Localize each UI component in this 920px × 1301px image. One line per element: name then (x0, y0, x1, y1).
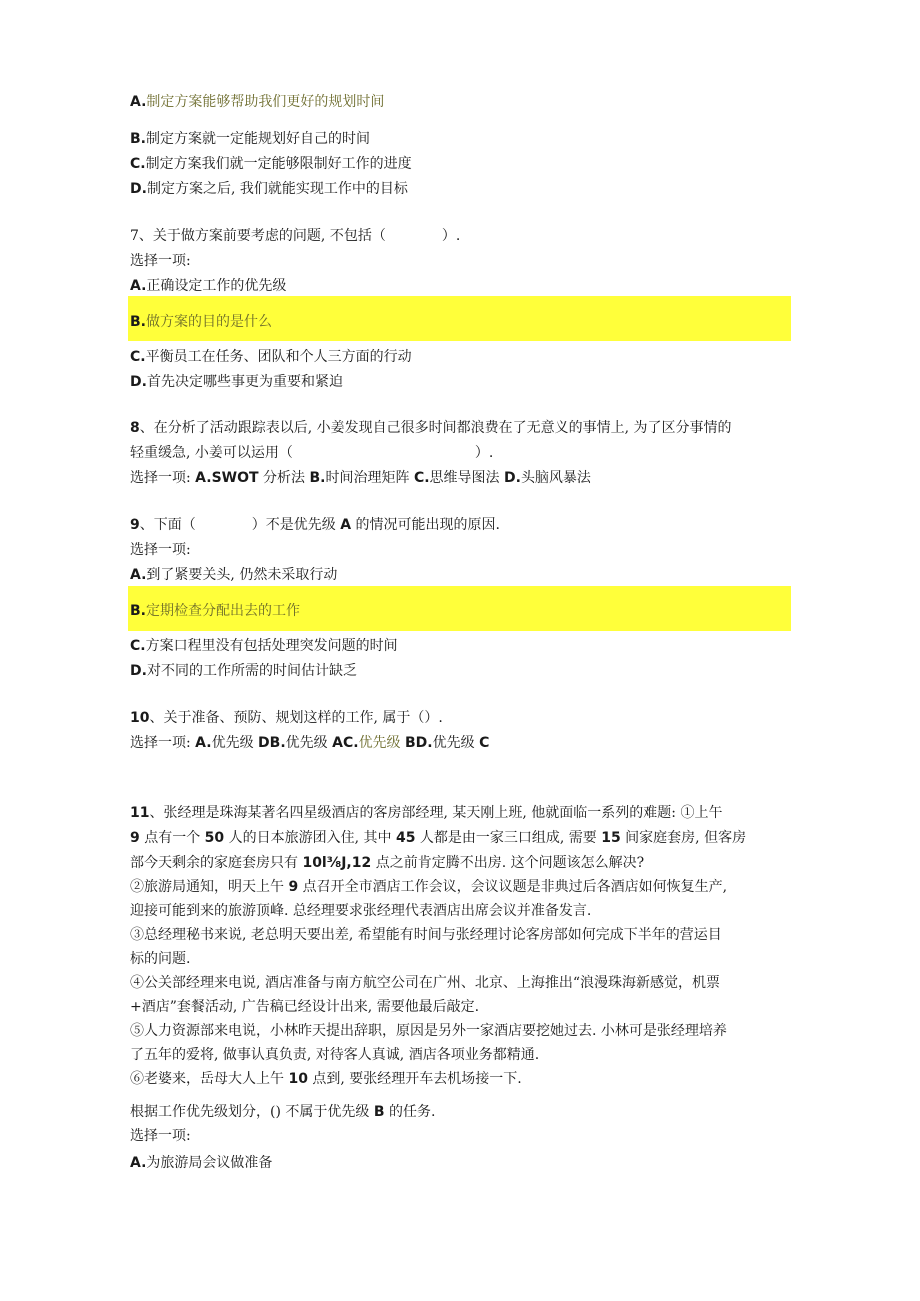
q11-para5-line2: 了五年的爱将, 做事认真负责, 对待客人真诚, 酒店各项业务都精通. (130, 1047, 540, 1063)
q11-number: 11 (130, 805, 150, 821)
q7-option-a[interactable] (130, 276, 286, 296)
q11-question: 根据工作优先级划分，() 不属于优先级 B 的任务. (130, 1104, 436, 1120)
q11-para1-line3: 部今天剩余的家庭套房只有 10l⅜J,12 点之前肯定腾不出房. 这个问题该怎么解决? (130, 855, 645, 871)
q6-option-a[interactable] (130, 92, 384, 112)
q8-prompt: 选择一项: (130, 470, 191, 486)
q11-para6-line1: ⑥老婆来，岳母大人上午 10 点到, 要张经理开车去机场接一下. (130, 1071, 522, 1087)
q6-option-a-letter: A. (130, 94, 147, 110)
q9-option-a-text: 到了紧要关头, 仍然未采取行动 (146, 567, 338, 583)
q10-number: 10 (130, 710, 150, 726)
q9-option-b-highlight[interactable] (128, 586, 791, 631)
q8-question-line2: 轻重缓急, 小姜可以运用（ ）. (130, 445, 494, 461)
q8-option-b[interactable]: B.时间治理矩阵 (309, 470, 414, 486)
q6-option-d[interactable] (130, 179, 408, 199)
q11-option-a[interactable] (130, 1153, 272, 1173)
q7-question (130, 226, 460, 246)
q10-prompt: 选择一项: (130, 735, 196, 751)
q10-option-b[interactable]: DB.优先级 (258, 735, 333, 751)
q6-option-b-text: 制定方案就一定能规划好自己的时间 (146, 131, 370, 147)
q8-number: 8 (130, 420, 140, 436)
q11-para4-line1: ④公关部经理来电说, 酒店准备与南方航空公司在广州、北京、上海推出“浪漫珠海新感觉，机票 (130, 975, 721, 991)
q7-option-d-text: 首先决定哪些事更为重要和紧迫 (146, 374, 343, 390)
q10-option-c[interactable]: AC.优先级 (332, 735, 406, 751)
q9-option-d-letter: D. (130, 663, 147, 679)
q6-option-c-letter: C. (130, 156, 146, 172)
q9-number: 9 (130, 517, 140, 533)
q8-question-text1: 、在分析了活动跟踪表以后, 小姜发现自己很多时间都浪费在了无意义的事情上, 为了区分事情的 (139, 420, 732, 436)
q11-option-a-letter: A. (130, 1155, 147, 1171)
q7-option-d[interactable] (130, 372, 343, 392)
q8-option-d[interactable]: D.头脑风暴法 (503, 470, 591, 486)
q11-option-a-text: 为旅游局会议做准备 (146, 1155, 273, 1171)
q11-para2-line1: ②旅游局通知，明天上午 9 点召开全市酒店工作会议，会议议题是非典过后各酒店如何恢复生产, (130, 879, 728, 895)
q7-option-b-letter: B. (130, 314, 146, 330)
q9-option-c[interactable] (130, 636, 398, 656)
q6-option-c-text: 制定方案我们就一定能够限制好工作的进度 (145, 156, 412, 172)
q11-para3-line2: 标的问题. (130, 951, 191, 967)
q10-tail: C (479, 735, 490, 751)
q6-option-d-letter: D. (130, 181, 147, 197)
q7-option-b-text: 做方案的目的是什么 (146, 314, 272, 330)
q11-prompt: 选择一项: (130, 1128, 191, 1144)
q6-option-c[interactable] (130, 154, 412, 174)
q9-option-c-letter: C. (130, 638, 146, 654)
q10-option-d[interactable]: BD.优先级 (405, 735, 480, 751)
q7-option-c-text: 平衡员工在任务、团队和个人三方面的行动 (145, 349, 412, 365)
q10-option-a[interactable]: A.优先级 (195, 735, 259, 751)
q11-para1-line1: 11、张经理是珠海某著名四星级酒店的客房部经理, 某天刚上班, 他就面临一系列的难题: ①上午 (130, 805, 723, 821)
q8-question-line1 (130, 418, 732, 438)
q9-option-d[interactable] (130, 661, 357, 681)
q6-option-b-letter: B. (130, 131, 146, 147)
q6-option-b[interactable] (130, 129, 370, 149)
q6-option-d-text: 制定方案之后, 我们就能实现工作中的目标 (146, 181, 408, 197)
q9-option-b-text: 定期检查分配出去的工作 (146, 603, 300, 619)
q7-option-b (130, 312, 272, 332)
q8-option-c[interactable]: C.思维导图法 (413, 470, 504, 486)
q7-option-d-letter: D. (130, 374, 147, 390)
q11-para3-line1: ③总经理秘书来说, 老总明天要出差, 希望能有时间与张经理讨论客房部如何完成下半年的营运目 (130, 927, 722, 943)
q7-option-a-text: 正确设定工作的优先级 (146, 278, 287, 294)
q11-para4-line2: +酒店”套餐活动, 广告稿已经设计出来, 需要他最后敲定. (130, 999, 480, 1015)
q7-option-c-letter: C. (130, 349, 146, 365)
q7-option-a-letter: A. (130, 278, 147, 294)
q7-prompt: 选择一项: (130, 253, 191, 269)
q8-options-line (130, 468, 591, 488)
q10-options-line (130, 733, 489, 753)
q9-option-c-text: 方案口程里没有包括处理突发问题的时间 (145, 638, 398, 654)
q8-option-a[interactable]: A.SWOT 分析法 (195, 470, 310, 486)
q7-option-b-highlight[interactable] (128, 296, 791, 341)
q11-para5-line1: ⑤人力资源部来电说，小林昨天提出辞职，原因是另外一家酒店要挖她过去. 小林可是张经理培养 (130, 1023, 727, 1039)
q9-question: 9、下面（ ）不是优先级 A 的情况可能出现的原因. (130, 517, 500, 533)
q9-option-b-letter: B. (130, 603, 146, 619)
q9-option-b (130, 601, 300, 621)
q11-para1-line2: 9 点有一个 50 人的日本旅游团入住, 其中 45 人都是由一家三口组成, 需要 15 间家庭套房, 但客房 (130, 830, 747, 846)
q10-question: 10、关于准备、预防、规划这样的工作, 属于（）. (130, 710, 443, 726)
q11-para2-line2: 迎接可能到来的旅游顶峰. 总经理要求张经理代表酒店出席会议并准备发言. (130, 903, 592, 919)
q9-option-a[interactable] (130, 565, 337, 585)
q9-option-d-text: 对不同的工作所需的时间估计缺乏 (146, 663, 357, 679)
q7-option-c[interactable] (130, 347, 412, 367)
q7-question-text: 、关于做方案前要考虑的问题, 不包括（ ）. (138, 228, 461, 244)
q6-option-a-text: 制定方案能够帮助我们更好的规划时间 (146, 94, 385, 110)
q9-option-a-letter: A. (130, 567, 147, 583)
q7-number: 7 (130, 228, 139, 244)
q9-prompt: 选择一项: (130, 542, 191, 558)
